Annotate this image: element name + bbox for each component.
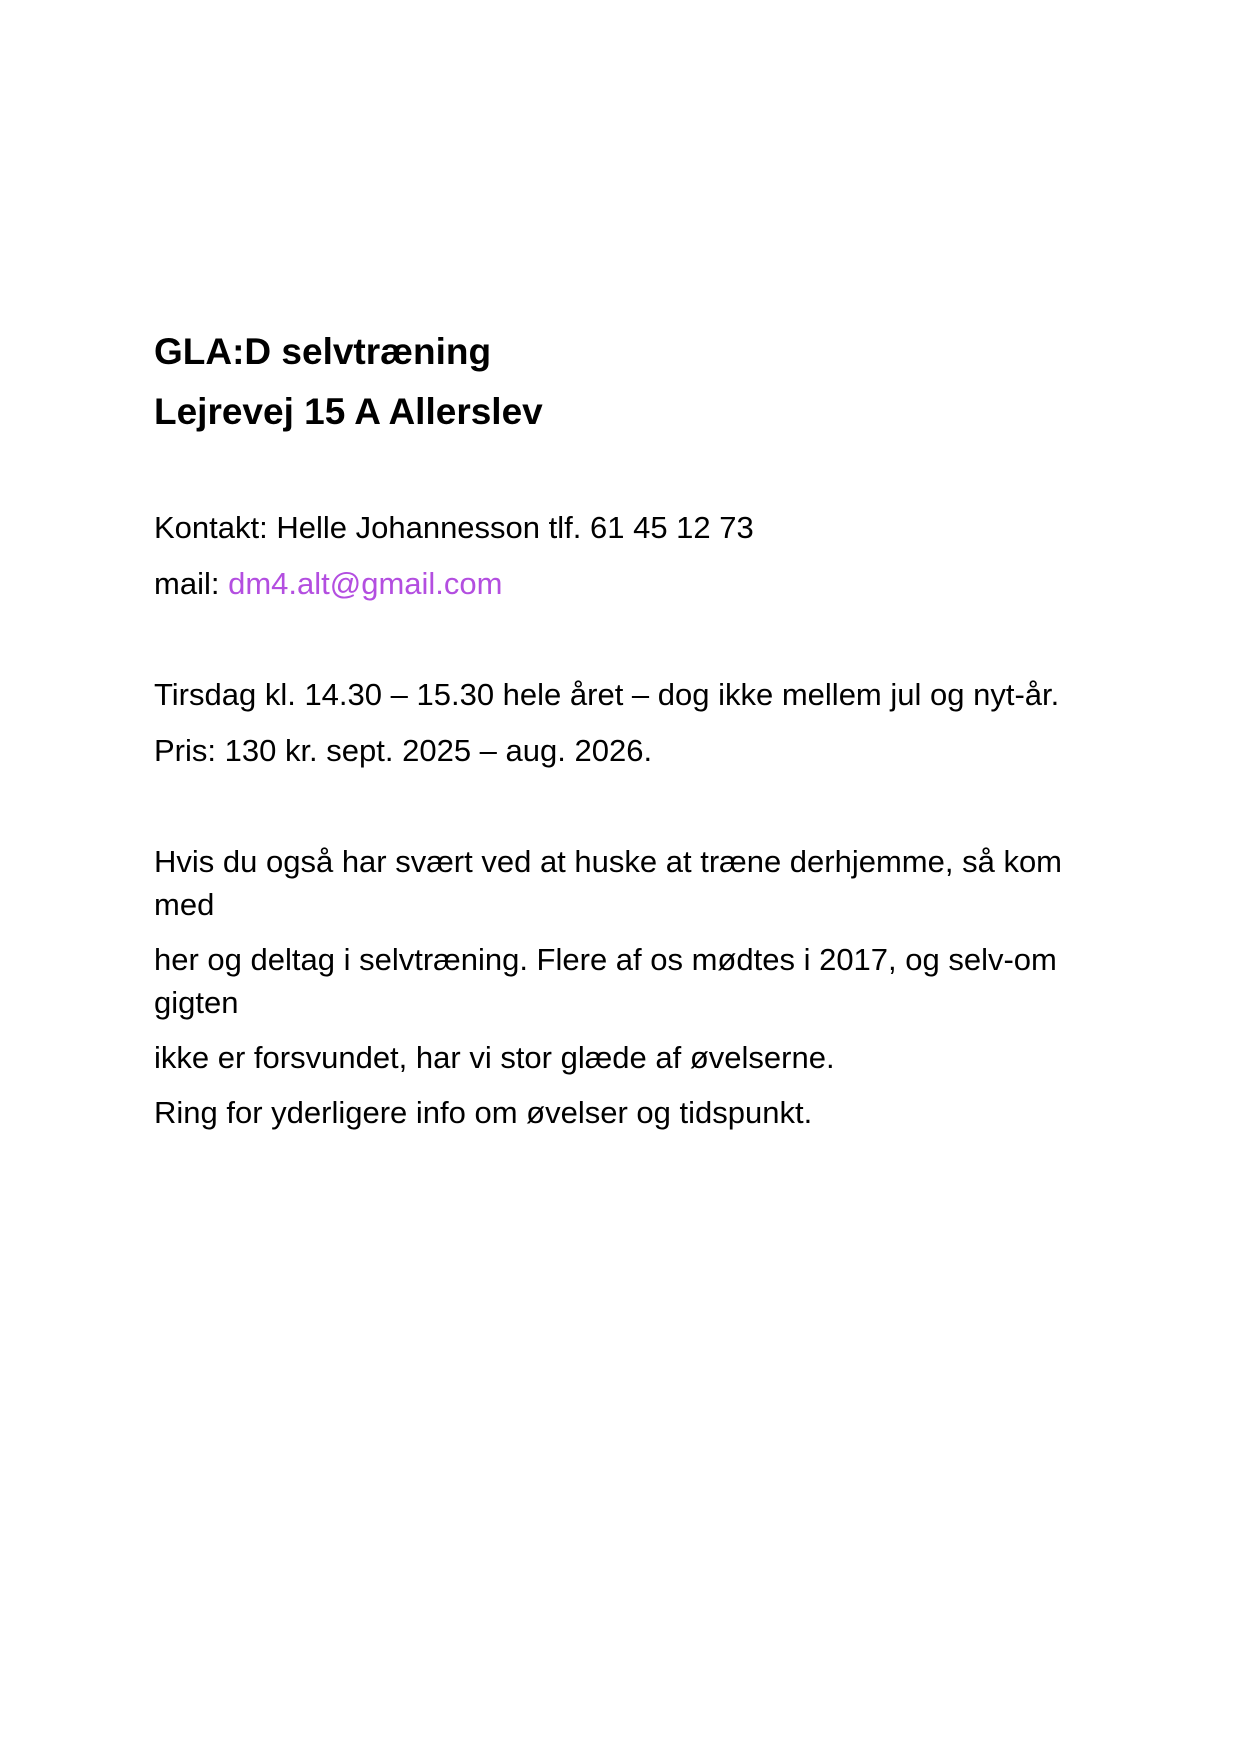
mail-label: mail: [154,566,220,601]
schedule-section [154,673,1094,772]
info-paragraph-3: ikke er forsvundet, har vi stor glæde af øvelserne. [154,1040,835,1075]
address-heading: Lejrevej 15 A Allerslev [154,391,543,432]
contact-section [154,506,1094,605]
document-content [154,330,1094,1134]
price-line: Pris: 130 kr. sept. 2025 – aug. 2026. [154,733,653,768]
info-section [154,840,1094,1134]
mail-line [154,562,1094,605]
document-title: GLA:D selvtræning [154,331,492,372]
info-paragraph-2: her og deltag i selvtræning. Flere af os mødtes i 2017, og selv-om gigten [154,942,1057,1020]
contact-line: Kontakt: Helle Johannesson tlf. 61 45 12 73 [154,510,754,545]
info-paragraph-4: Ring for yderligere info om øvelser og tidspunkt. [154,1095,813,1130]
email-link[interactable]: dm4.alt@gmail.com [228,566,503,601]
info-paragraph-1: Hvis du også har svært ved at huske at træne derhjemme, så kom med [154,844,1063,922]
schedule-time-line: Tirsdag kl. 14.30 – 15.30 hele året – dog ikke mellem jul og nyt-år. [154,677,1060,712]
